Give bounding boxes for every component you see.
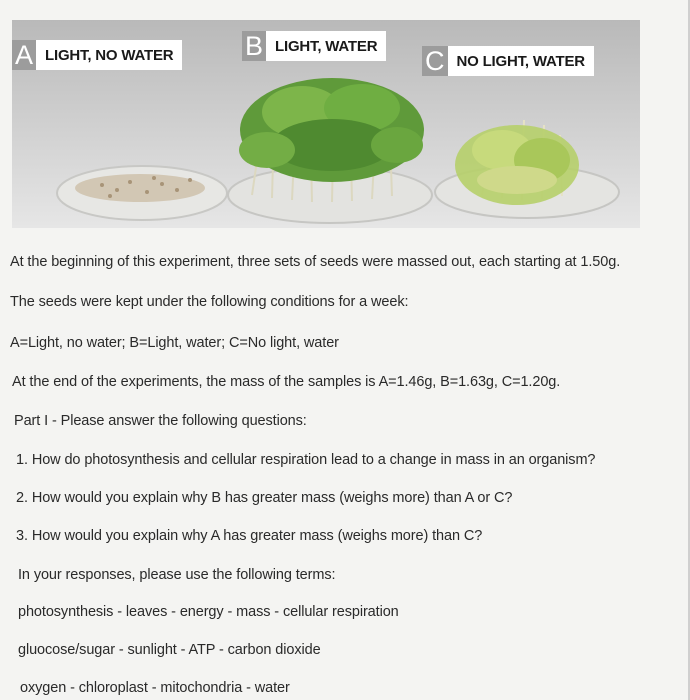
intro-line: At the beginning of this experiment, three sets of seeds were massed out, each starting at 1.50g.	[10, 254, 621, 270]
question-3: 3. How would you explain why A has greater mass (weighs more) than C?	[16, 528, 483, 544]
label-a-text: LIGHT, NO WATER	[36, 40, 182, 70]
label-a-letter: A	[12, 40, 36, 70]
label-b-letter: B	[242, 31, 266, 61]
label-b	[242, 31, 386, 61]
terms-list-3: oxygen - chloroplast - mitochondria - water	[20, 680, 290, 696]
terms-list-2: gluocose/sugar - sunlight - ATP - carbon dioxide	[18, 642, 321, 658]
results-line: At the end of the experiments, the mass of the samples is A=1.46g, B=1.63g, C=1.20g.	[12, 374, 561, 390]
conditions-detail: A=Light, no water; B=Light, water; C=No light, water	[10, 335, 339, 351]
label-b-text: LIGHT, WATER	[266, 31, 386, 61]
question-2: 2. How would you explain why B has greater mass (weighs more) than A or C?	[16, 490, 513, 506]
label-c-letter: C	[422, 46, 448, 76]
green-leaves-b	[239, 78, 424, 182]
conditions-line: The seeds were kept under the following conditions for a week:	[10, 294, 409, 310]
terms-list-1: photosynthesis - leaves - energy - mass - cellular respiration	[18, 604, 399, 620]
dry-seeds	[75, 174, 205, 202]
question-1: 1. How do photosynthesis and cellular respiration lead to a change in mass in an organism?	[16, 452, 596, 468]
pale-leaves-c	[455, 125, 579, 205]
label-a	[12, 40, 182, 70]
label-c-text: NO LIGHT, WATER	[448, 46, 594, 76]
label-c	[422, 46, 594, 76]
part-heading: Part I - Please answer the following questions:	[14, 413, 307, 429]
terms-intro: In your responses, please use the following terms:	[18, 567, 336, 583]
